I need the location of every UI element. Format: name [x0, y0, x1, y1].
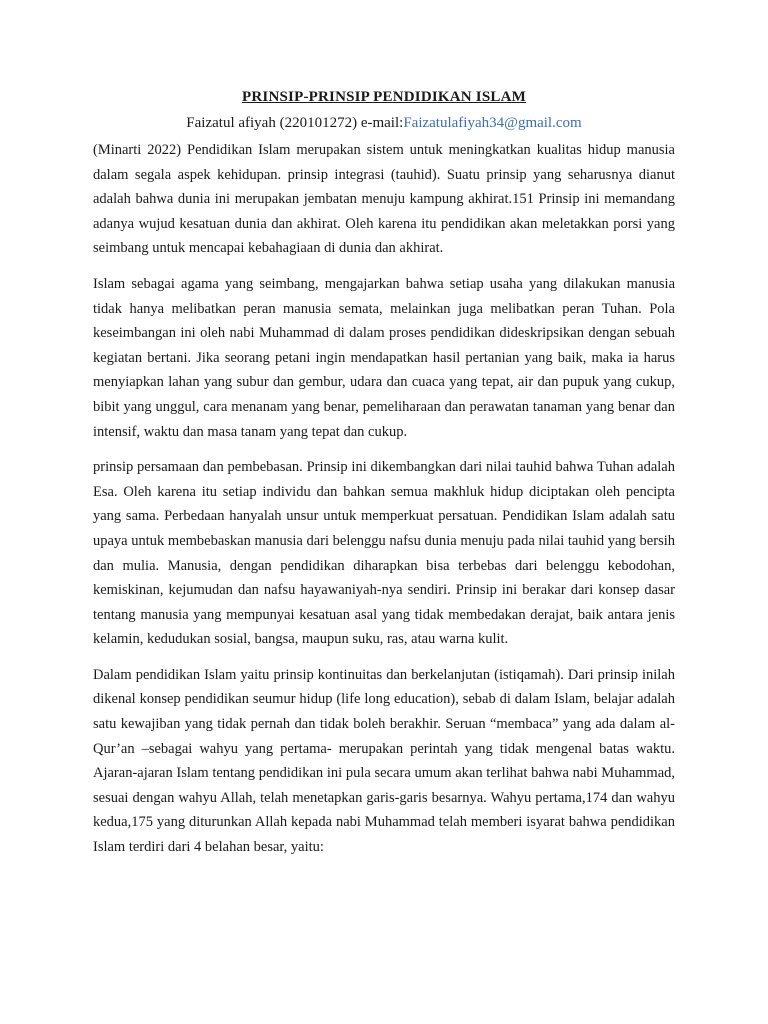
paragraph-1: (Minarti 2022) Pendidikan Islam merupakan sistem untuk meningkatkan kualitas hidup manusia dalam segala aspek kehidupan. prinsip integrasi (tauhid). Suatu prinsip yang seharusnya dianut adalah bahwa dunia ini merupakan jembatan menuju kampung akhirat.151 Prinsip ini memandang adanya wujud kesatuan dunia dan akhirat. Oleh karena itu pendidikan akan meletakkan porsi yang seimbang untuk mencapai kebahagiaan di dunia dan akhirat.	[93, 142, 675, 257]
document-title: PRINSIP-PRINSIP PENDIDIKAN ISLAM	[242, 89, 526, 105]
author-email-link[interactable]: Faizatulafiyah34@gmail.com	[403, 115, 582, 131]
paragraph-3: prinsip persamaan dan pembebasan. Prinsip ini dikembangkan dari nilai tauhid bahwa Tuhan adalah Esa. Oleh karena itu setiap individu dan bahkan semua makhluk hidup diciptakan oleh pencipta yang sama. Perbedaan hanyalah unsur untuk memperkuat persatuan. Pendidikan Islam adalah satu upaya untuk membebaskan manusia dari belenggu nafsu dunia menuju pada nilai tauhid yang bersih dan mulia. Manusia, dengan pendidikan diharapkan bisa terbebas dari belenggu kebodohan, kemiskinan, kejumudan dan nafsu hayawaniyah-nya sendiri. Prinsip ini berakar dari konsep dasar tentang manusia yang mempunyai kesatuan asal yang tidak membedakan derajat, baik antara jenis kelamin, kedudukan sosial, bangsa, maupun suku, ras, atau warna kulit.	[93, 459, 675, 648]
author-line	[93, 112, 675, 134]
author-info: Faizatul afiyah (220101272) e-mail:	[186, 115, 404, 131]
paragraph-4: Dalam pendidikan Islam yaitu prinsip kontinuitas dan berkelanjutan (istiqamah). Dari prinsip inilah dikenal konsep pendidikan seumur hidup (life long education), sebab di dalam Islam, belajar adalah satu kewajiban yang tidak pernah dan tidak boleh berakhir. Seruan “membaca” yang ada dalam al-Qur’an –sebagai wahyu yang pertama- merupakan perintah yang tidak mengenal batas waktu. Ajaran-ajaran Islam tentang pendidikan ini pula secara umum akan terlihat bahwa nabi Muhammad, sesuai dengan wahyu Allah, telah menetapkan garis-garis besarnya. Wahyu pertama,174 dan wahyu kedua,175 yang diturunkan Allah kepada nabi Muhammad telah memberi isyarat bahwa pendidikan Islam terdiri dari 4 belahan besar, yaitu:	[93, 666, 675, 856]
document-page	[93, 86, 675, 871]
paragraph-2: Islam sebagai agama yang seimbang, mengajarkan bahwa setiap usaha yang dilakukan manusia tidak hanya melibatkan peran manusia semata, melainkan juga melibatkan peran Tuhan. Pola keseimbangan ini oleh nabi Muhammad di dalam proses pendidikan dideskripsikan dengan sebuah kegiatan bertani. Jika seorang petani ingin mendapatkan hasil pertanian yang baik, maka ia harus menyiapkan lahan yang subur dan gembur, udara dan cuaca yang tepat, air dan pupuk yang cukup, bibit yang unggul, cara menanam yang benar, pemeliharaan dan perawatan tanaman yang benar dan intensif, waktu dan masa tanam yang tepat dan cukup.	[93, 275, 675, 440]
